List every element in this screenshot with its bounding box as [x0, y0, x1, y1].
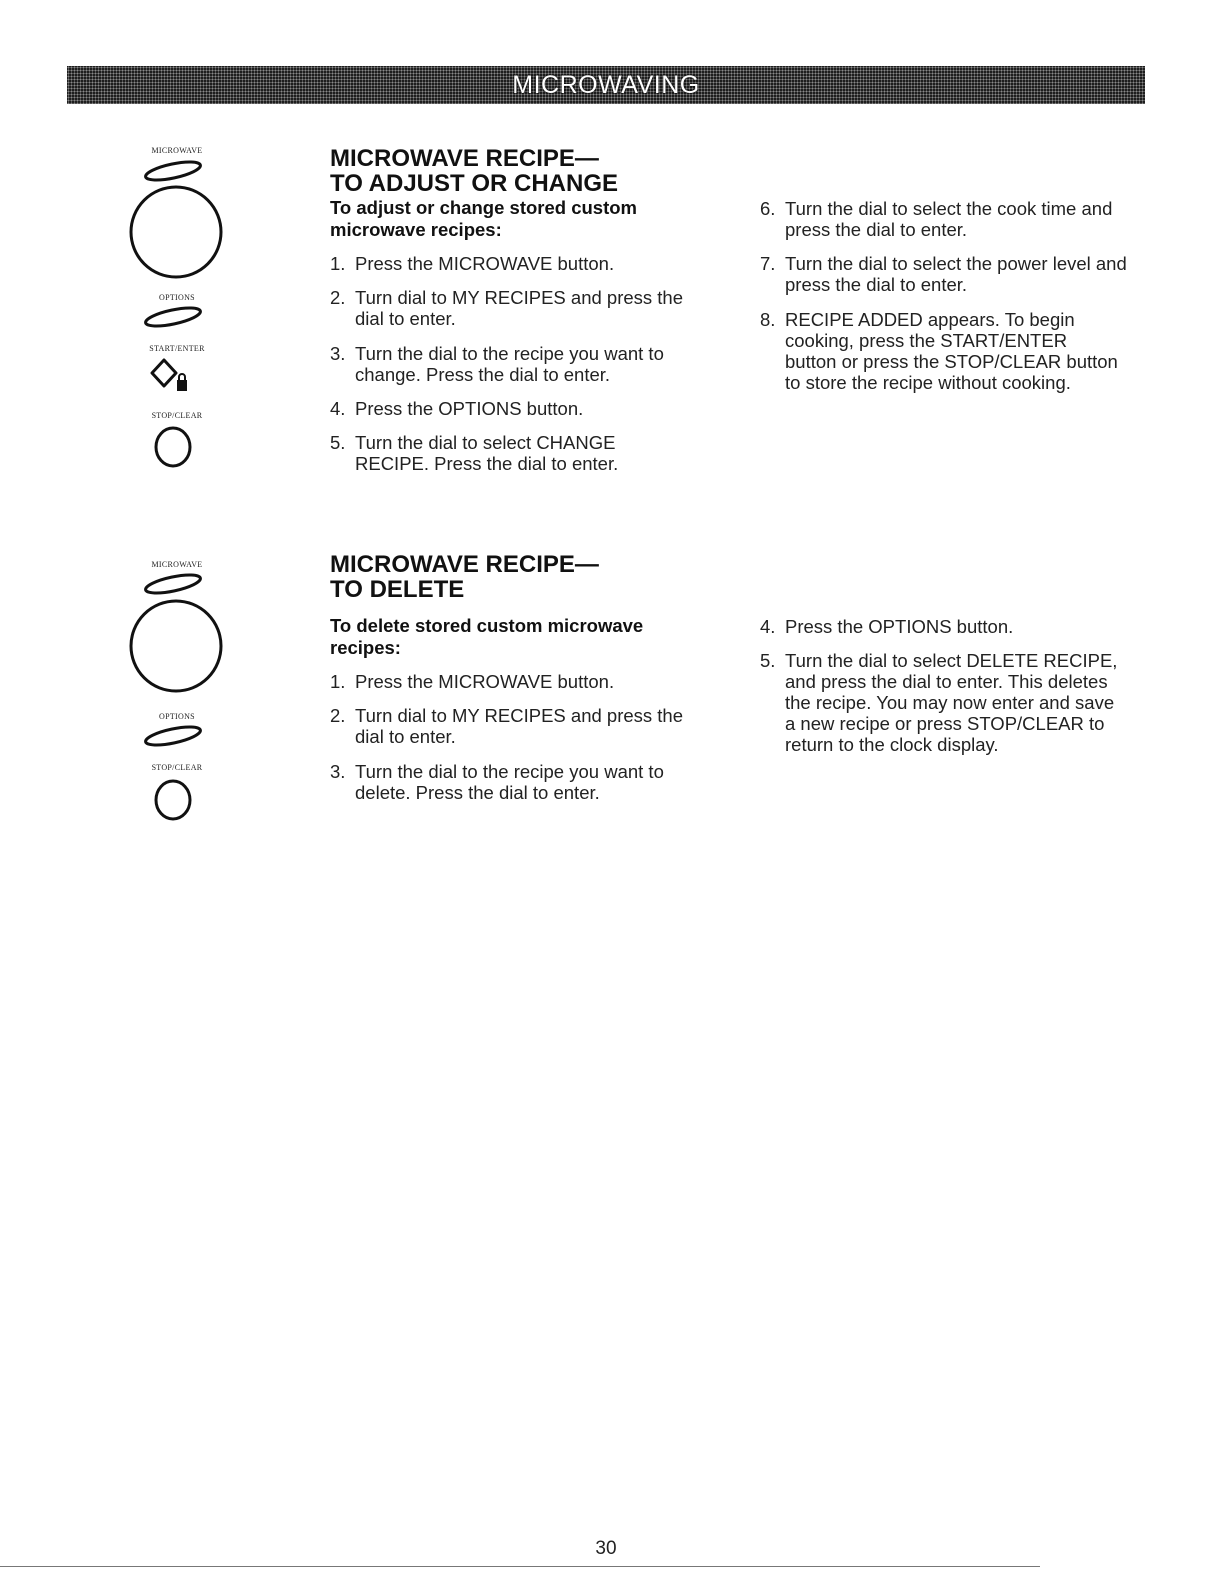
microwave-button-label: MICROWAVE: [151, 560, 203, 569]
footer-divider: [0, 1566, 1040, 1567]
section-title-line2: TO DELETE: [330, 576, 465, 603]
list-item: 2. Turn dial to MY RECIPES and press the dial to enter.: [330, 705, 700, 747]
list-item: 7. Turn the dial to select the power level and press the dial to enter.: [760, 253, 1135, 295]
list-item: 5. Turn the dial to select DELETE RECIPE, and press the dial to enter. This deletes the recipe. You may now enter and save a new recipe or press STOP/CLEAR to return to the clock display.: [760, 650, 1122, 755]
list-item: 1. Press the MICROWAVE button.: [330, 253, 690, 274]
step-text: RECIPE ADDED appears. To begin cooking, press the START/ENTER button or press the STOP/CLEAR button to store the recipe without cooking.: [785, 309, 1118, 393]
stop-clear-button-label: STOP/CLEAR: [151, 763, 203, 772]
section-title-adjust-change: [330, 146, 618, 196]
step-text: Turn dial to MY RECIPES and press the dial to enter.: [355, 287, 684, 329]
microwave-button-icon: [140, 157, 206, 185]
step-text: Turn the dial to select CHANGE RECIPE. Press the dial to enter.: [355, 432, 619, 474]
list-item: 6. Turn the dial to select the cook time and press the dial to enter.: [760, 198, 1120, 240]
start-enter-button-label: START/ENTER: [149, 344, 205, 353]
section-title-line1: MICROWAVE RECIPE—: [330, 145, 599, 172]
options-button-label: OPTIONS: [159, 293, 195, 302]
list-item: 8. RECIPE ADDED appears. To begin cooking, press the START/ENTER button or press the STOP/CLEAR button to store the recipe without cooking.: [760, 309, 1120, 393]
list-item: 4. Press the OPTIONS button.: [330, 398, 690, 419]
step-text: Turn the dial to select the cook time and press the dial to enter.: [785, 198, 1113, 240]
microwave-button-icon: [140, 570, 206, 598]
list-item: 3. Turn the dial to the recipe you want to change. Press the dial to enter.: [330, 343, 690, 385]
section-intro: To delete stored custom microwave recipes:: [330, 615, 644, 658]
section-banner: [67, 66, 1145, 104]
step-text: Press the OPTIONS button.: [785, 616, 1014, 637]
dial-knob-icon: [127, 183, 225, 281]
step-text: Turn the dial to the recipe you want to change. Press the dial to enter.: [355, 343, 664, 385]
list-item: 1. Press the MICROWAVE button.: [330, 671, 690, 692]
section-intro: To adjust or change stored custom microwave recipes:: [330, 197, 638, 240]
options-button-icon: [140, 722, 206, 750]
list-item: 5. Turn the dial to select CHANGE RECIPE. Press the dial to enter.: [330, 432, 670, 474]
step-text: Turn dial to MY RECIPES and press the dial to enter.: [355, 705, 684, 747]
step-text: Turn the dial to select the power level and press the dial to enter.: [785, 253, 1127, 295]
step-text: Turn the dial to the recipe you want to delete. Press the dial to enter.: [355, 761, 664, 803]
step-text: Press the MICROWAVE button.: [355, 671, 615, 692]
section-title-delete: [330, 552, 599, 602]
list-item: 4. Press the OPTIONS button.: [760, 616, 1120, 637]
section-title-line2: TO ADJUST OR CHANGE: [330, 170, 619, 197]
dial-knob-icon: [127, 597, 225, 695]
banner-title: MICROWAVING: [512, 70, 700, 99]
start-enter-button-icon: [144, 354, 204, 398]
step-text: Turn the dial to select DELETE RECIPE, and press the dial to enter. This deletes the recipe. You may now enter and save a new recipe or press STOP/CLEAR to return to the clock display.: [785, 650, 1118, 755]
options-button-icon: [140, 303, 206, 331]
step-text: Press the OPTIONS button.: [355, 398, 584, 419]
stop-clear-button-label: STOP/CLEAR: [151, 411, 203, 420]
stop-clear-button-icon: [152, 777, 194, 823]
list-item: 3. Turn the dial to the recipe you want to delete. Press the dial to enter.: [330, 761, 690, 803]
stop-clear-button-icon: [152, 424, 194, 470]
step-text: Press the MICROWAVE button.: [355, 253, 615, 274]
microwave-button-label: MICROWAVE: [151, 146, 203, 155]
list-item: 2. Turn dial to MY RECIPES and press the dial to enter.: [330, 287, 700, 329]
options-button-label: OPTIONS: [159, 712, 195, 721]
section-title-line1: MICROWAVE RECIPE—: [330, 551, 599, 578]
page-number: 30: [595, 1538, 617, 1559]
